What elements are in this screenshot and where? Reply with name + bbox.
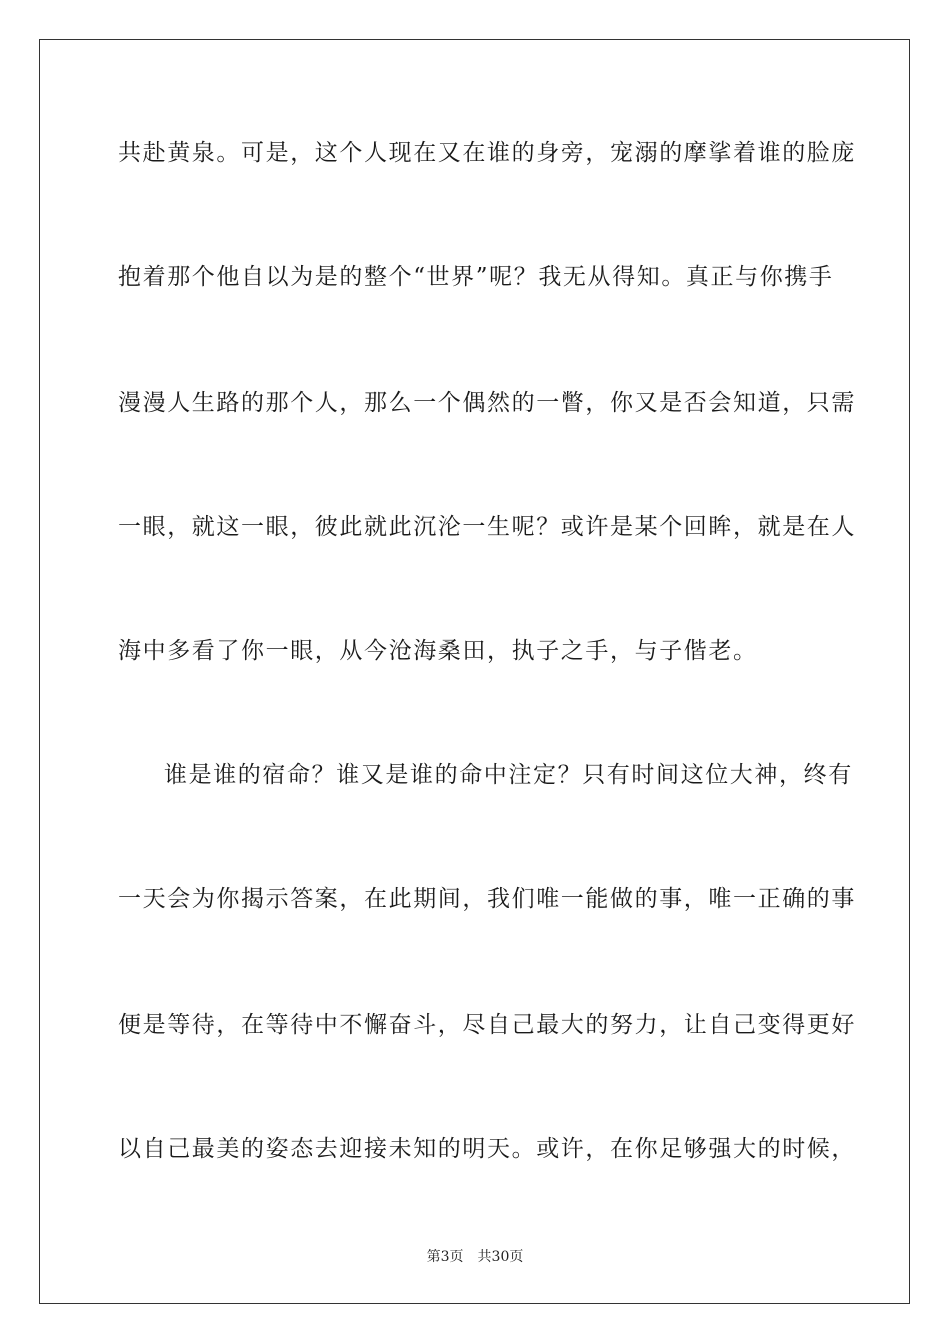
text-line: 一眼，就这一眼，彼此就此沉沦一生呢？或许是某个回眸，就是在人: [118, 514, 856, 540]
page-number: 第3页: [426, 1249, 464, 1265]
text-line: 共赴黄泉。可是，这个人现在又在谁的身旁，宠溺的摩挲着谁的脸庞: [118, 140, 856, 166]
text-line: 谁是谁的宿命？谁又是谁的命中注定？只有时间这位大神，终有: [164, 762, 853, 788]
text-line: 漫漫人生路的那个人，那么一个偶然的一瞥，你又是否会知道，只需: [118, 390, 856, 416]
text-line: 海中多看了你一眼，从今沧海桑田，执子之手，与子偕老。: [118, 638, 758, 664]
text-line: 以自己最美的姿态去迎接未知的明天。或许，在你足够强大的时候，: [118, 1136, 856, 1162]
page-footer: [0, 1248, 950, 1266]
text-line: 便是等待，在等待中不懈奋斗，尽自己最大的努力，让自己变得更好: [118, 1012, 856, 1038]
text-line: 抱着那个他自以为是的整个“世界”呢？我无从得知。真正与你携手: [118, 264, 834, 290]
page-border: [39, 39, 910, 1304]
page-total: 共30页: [477, 1249, 524, 1265]
text-line: 一天会为你揭示答案，在此期间，我们唯一能做的事，唯一正确的事: [118, 886, 856, 912]
